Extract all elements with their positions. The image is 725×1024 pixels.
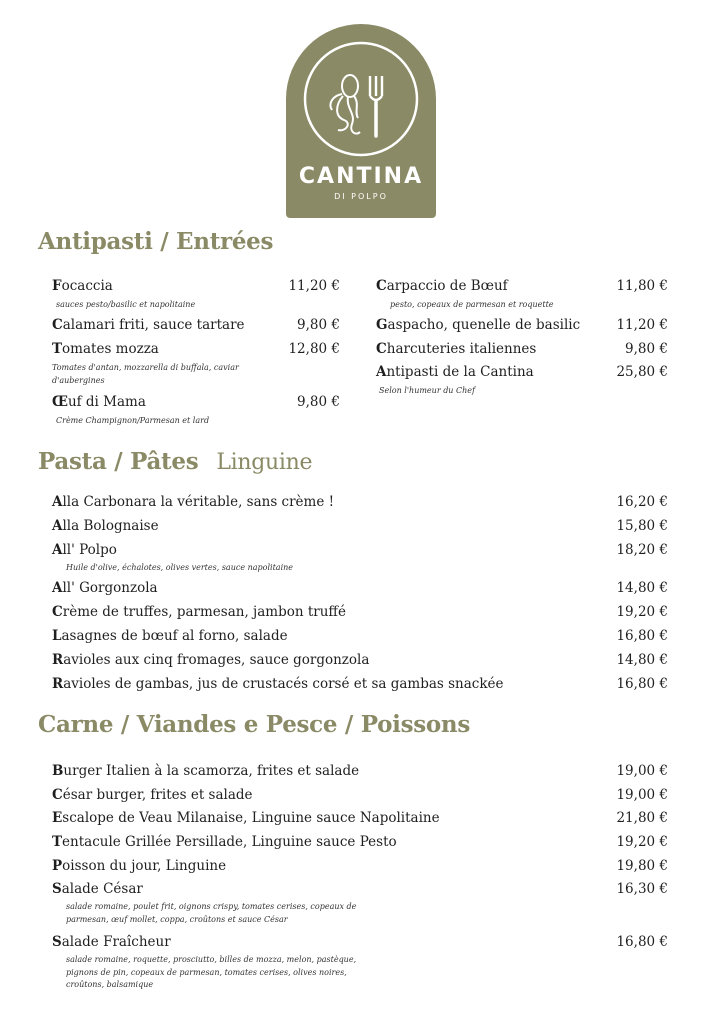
menu-item-description: sauces pesto/basilic et napolitaine: [56, 300, 196, 309]
menu-item-name: Calamari friti, sauce tartare: [52, 317, 245, 333]
section-title-carne: Carne / Viandes e Pesce / Poissons: [38, 711, 470, 738]
menu-item-description: salade romaine, roquette, prosciutto, billes de mozza, melon, pastèque, pignons de pin, copeaux de parmesan, tomates cerises, olives noires, croûtons, balsamique: [66, 955, 357, 989]
menu-item-price: 25,80 €: [616, 364, 668, 380]
menu-item-price: 14,80 €: [616, 580, 668, 596]
menu-item-name: Lasagnes de bœuf al forno, salade: [52, 628, 288, 644]
menu-item-price: 19,20 €: [616, 834, 668, 850]
section-subtitle: Linguine: [216, 450, 313, 475]
menu-item-price: 19,00 €: [616, 763, 668, 779]
logo-title: CANTINA: [298, 164, 424, 189]
menu-item-price: 11,20 €: [616, 317, 668, 333]
menu-item-price: 21,80 €: [616, 810, 668, 826]
menu-item-name: Tentacule Grillée Persillade, Linguine sauce Pesto: [52, 834, 397, 850]
menu-item-description: Crème Champignon/Parmesan et lard: [56, 416, 210, 425]
menu-item-description: pesto, copeaux de parmesan et roquette: [390, 300, 554, 309]
menu-item-name: Ravioles de gambas, jus de crustacés corsé et sa gambas snackée: [52, 676, 504, 692]
menu-item-price: 16,80 €: [616, 934, 668, 950]
menu-item-price: 11,80 €: [616, 278, 668, 294]
menu-item-description: salade romaine, poulet frit, oignons crispy, tomates cerises, copeaux de parmesan, œuf mollet, coppa, croûtons et sauce César: [66, 902, 357, 924]
logo-subtitle: DI POLPO: [334, 192, 388, 201]
menu-item-name: Alla Carbonara la véritable, sans crème !: [52, 494, 335, 510]
menu-item-name: Gaspacho, quenelle de basilic: [376, 317, 581, 333]
section-title-antipasti: Antipasti / Entrées: [38, 228, 274, 255]
menu-item-name: Ravioles aux cinq fromages, sauce gorgonzola: [52, 652, 370, 668]
menu-item-price: 18,20 €: [616, 542, 668, 558]
menu-item-description: Tomates d'antan, mozzarella di buffala, caviar d'aubergines: [52, 363, 239, 385]
menu-item-name: Salade Fraîcheur: [52, 934, 171, 950]
menu-item-name: Œuf di Mama: [52, 394, 146, 410]
menu-item-price: 15,80 €: [616, 518, 668, 534]
menu-item-price: 9,80 €: [297, 317, 340, 333]
menu-item-price: 12,80 €: [288, 341, 340, 357]
menu-item-price: 16,80 €: [616, 628, 668, 644]
menu-item-name: Tomates mozza: [52, 341, 159, 357]
menu-item-name: Focaccia: [52, 278, 113, 294]
menu-item-price: 14,80 €: [616, 652, 668, 668]
menu-item-price: 9,80 €: [625, 341, 668, 357]
menu-item-price: 16,20 €: [616, 494, 668, 510]
menu-item-price: 19,00 €: [616, 787, 668, 803]
menu-item-price: 19,20 €: [616, 604, 668, 620]
section-title-pasta: [38, 448, 312, 475]
menu-item-name: All' Gorgonzola: [52, 580, 158, 596]
menu-item-price: 11,20 €: [288, 278, 340, 294]
menu-item-name: All' Polpo: [52, 542, 117, 558]
menu-item-name: Burger Italien à la scamorza, frites et salade: [52, 763, 360, 779]
menu-item-price: 19,80 €: [616, 858, 668, 874]
menu-item-name: Antipasti de la Cantina: [376, 364, 534, 380]
menu-item-price: 16,80 €: [616, 676, 668, 692]
menu-item-name: Crème de truffes, parmesan, jambon truffé: [52, 604, 346, 620]
restaurant-logo: [286, 24, 436, 218]
menu-item-name: Salade César: [52, 881, 143, 897]
menu-item-description: Selon l'humeur du Chef: [379, 386, 475, 395]
menu-item-name: Charcuteries italiennes: [376, 341, 537, 357]
menu-item-price: 16,30 €: [616, 881, 668, 897]
section-title-text: Pasta / Pâtes: [38, 448, 199, 475]
menu-item-name: Alla Bolognaise: [52, 518, 159, 534]
menu-item-price: 9,80 €: [297, 394, 340, 410]
menu-item-name: César burger, frites et salade: [52, 787, 253, 803]
menu-item-name: Carpaccio de Bœuf: [376, 278, 508, 294]
menu-item-name: Poisson du jour, Linguine: [52, 858, 227, 874]
menu-item-description: Huile d'olive, échalotes, olives vertes, sauce napolitaine: [66, 563, 294, 572]
menu-item-name: Escalope de Veau Milanaise, Linguine sauce Napolitaine: [52, 810, 440, 826]
